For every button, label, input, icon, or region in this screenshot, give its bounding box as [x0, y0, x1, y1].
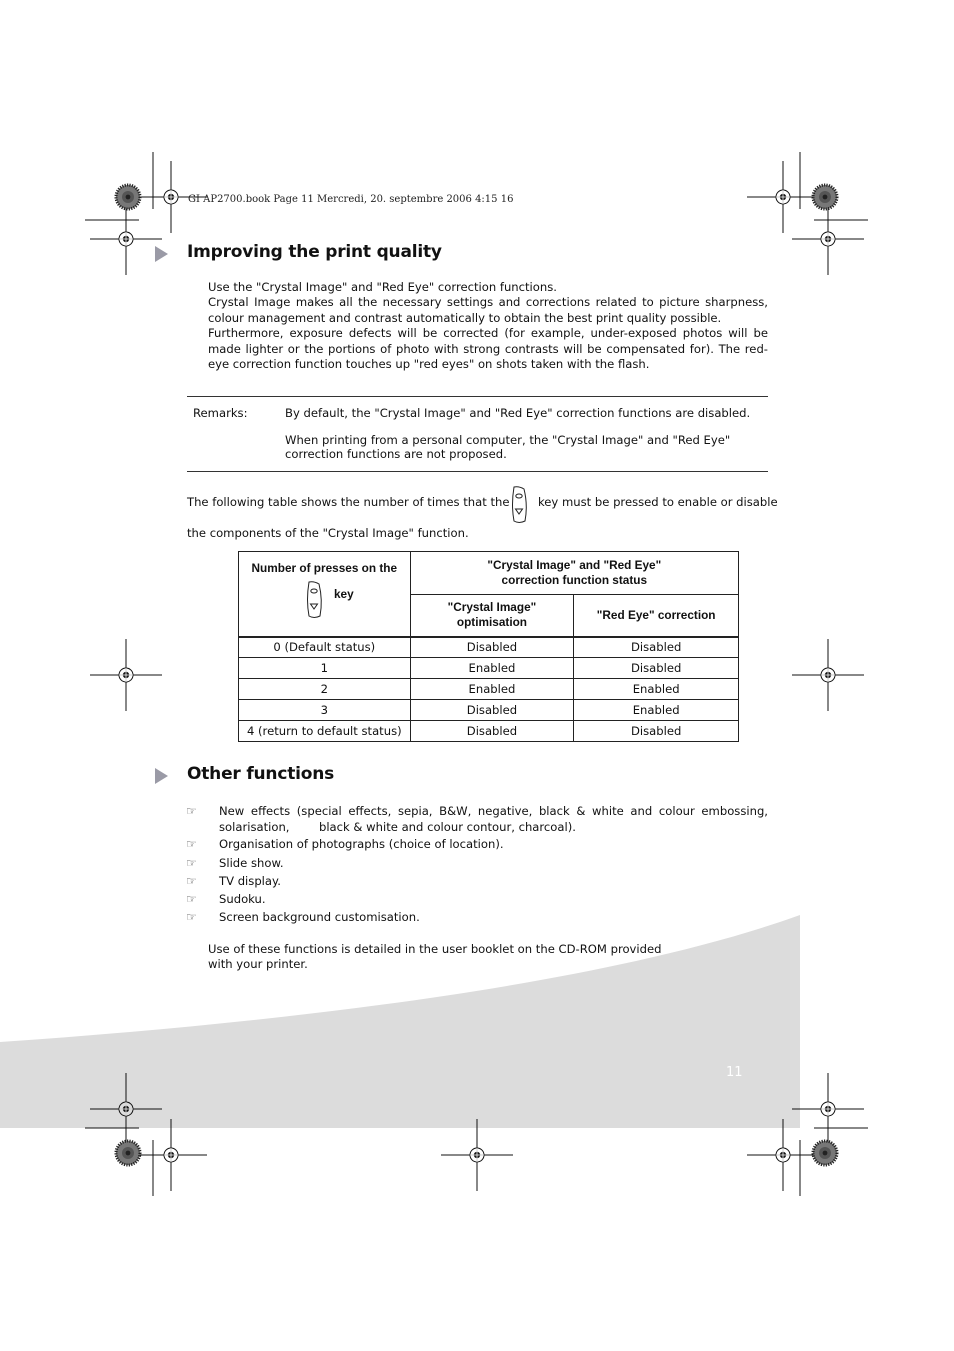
- group-header-line1: "Crystal Image" and "Red Eye": [487, 558, 662, 572]
- cell-presses: 1: [239, 658, 411, 679]
- group-header-line2: correction function status: [501, 573, 648, 587]
- cell-crystal: Disabled: [410, 637, 574, 658]
- col-header-key: key: [334, 587, 354, 601]
- registration-mark-icon: [792, 639, 864, 711]
- section-title-print-quality: Improving the print quality: [187, 242, 442, 262]
- cell-crystal: Disabled: [410, 700, 574, 721]
- registration-mark-icon: [90, 203, 162, 275]
- heading-marker-icon: [155, 246, 168, 262]
- cell-crystal: Enabled: [410, 679, 574, 700]
- cell-presses: 2: [239, 679, 411, 700]
- functions-list: [186, 804, 768, 934]
- pointing-hand-icon: ☞: [186, 856, 197, 870]
- registration-mark-icon: [747, 161, 819, 233]
- cell-crystal: Enabled: [410, 658, 574, 679]
- table-row: [239, 721, 739, 742]
- registration-mark-icon: [792, 203, 864, 275]
- remark-text: By default, the "Crystal Image" and "Red Eye" correction functions are disabled.: [285, 406, 751, 420]
- paragraph: Crystal Image makes all the necessary settings and corrections related to picture sharpness, colour management and contrast automatically to obtain the best print quality possible.: [208, 295, 768, 325]
- registration-mark-icon: [135, 1119, 207, 1191]
- book-slug: GI AP2700.book Page 11 Mercredi, 20. septembre 2006 4:15 16: [188, 194, 514, 205]
- list-item: ☞ New effects (special effects, sepia, B&W, negative, black & white and colour embossing,: [186, 804, 768, 818]
- cell-crystal: Disabled: [410, 721, 574, 742]
- pointing-hand-icon: ☞: [186, 910, 197, 924]
- pointing-hand-icon: ☞: [186, 804, 197, 818]
- list-item: ☞ Slide show.: [186, 856, 284, 870]
- functions-footer-note: [208, 942, 661, 973]
- list-item: ☞ TV display.: [186, 874, 281, 888]
- arrow-key-icon: [303, 580, 325, 620]
- color-wheel-icon: [813, 1141, 837, 1165]
- table-intro-part2: key must be pressed to enable or disable: [538, 495, 778, 509]
- footer-note-line: Use of these functions is detailed in the user booklet on the CD-ROM provided: [208, 942, 662, 956]
- cell-redeye: Disabled: [574, 637, 739, 658]
- registration-mark-icon: [90, 639, 162, 711]
- col-header-presses: [239, 552, 411, 637]
- remarks-box: [187, 396, 768, 472]
- cell-presses: 0 (Default status): [239, 637, 411, 658]
- col-header-redeye: "Red Eye" correction: [574, 595, 739, 637]
- remarks-label: Remarks:: [193, 406, 248, 420]
- table-row: [239, 658, 739, 679]
- table-row: [239, 700, 739, 721]
- cell-redeye: Enabled: [574, 700, 739, 721]
- section-title-other-functions: Other functions: [187, 764, 335, 784]
- footer-note-line: with your printer.: [208, 957, 308, 972]
- registration-mark-icon: [441, 1119, 513, 1191]
- color-wheel-icon: [813, 185, 837, 209]
- list-item-continuation: solarisation, black & white and colour contour, charcoal).: [219, 820, 576, 834]
- pointing-hand-icon: ☞: [186, 837, 197, 851]
- col-header-crystal: [410, 595, 574, 637]
- registration-mark-icon: [90, 1073, 162, 1145]
- table-intro-part1: The following table shows the number of times that the: [187, 495, 510, 509]
- list-item: ☞ Organisation of photographs (choice of location).: [186, 837, 504, 851]
- color-wheel-icon: [116, 1141, 140, 1165]
- status-table: [238, 551, 739, 742]
- print-quality-body: [208, 280, 768, 372]
- cell-redeye: Disabled: [574, 721, 739, 742]
- cell-presses: 4 (return to default status): [239, 721, 411, 742]
- remark-text: When printing from a personal computer, the "Crystal Image" and "Red Eye" correction functions are not proposed.: [285, 433, 731, 461]
- pointing-hand-icon: ☞: [186, 892, 197, 906]
- heading-marker-icon: [155, 768, 168, 784]
- cell-presses: 3: [239, 700, 411, 721]
- pointing-hand-icon: ☞: [186, 874, 197, 888]
- table-intro-part3: the components of the "Crystal Image" function.: [187, 526, 469, 540]
- registration-mark-icon: [747, 1119, 819, 1191]
- cell-redeye: Disabled: [574, 658, 739, 679]
- col-header-crystal-line1: "Crystal Image": [447, 600, 537, 615]
- table-row: [239, 679, 739, 700]
- paragraph: Furthermore, exposure defects will be corrected (for example, under-exposed photos will be made lighter or the portions of photo with strong contrasts will be compensated for). The red-eye correction function touches up "red eyes" on shots taken with the flash.: [208, 326, 768, 372]
- paragraph: Use the "Crystal Image" and "Red Eye" correction functions.: [208, 280, 557, 294]
- list-item: ☞ Screen background customisation.: [186, 910, 420, 924]
- list-item: ☞ Sudoku.: [186, 892, 266, 906]
- cell-redeye: Enabled: [574, 679, 739, 700]
- arrow-key-icon: [508, 485, 530, 525]
- registration-mark-icon: [792, 1073, 864, 1145]
- page-number: 11: [726, 1065, 743, 1080]
- col-header-crystal-line2: optimisation: [456, 615, 528, 630]
- col-header-presses-text: Number of presses on the: [251, 561, 398, 575]
- color-wheel-icon: [116, 185, 140, 209]
- group-header: [410, 552, 738, 595]
- table-row: [239, 637, 739, 658]
